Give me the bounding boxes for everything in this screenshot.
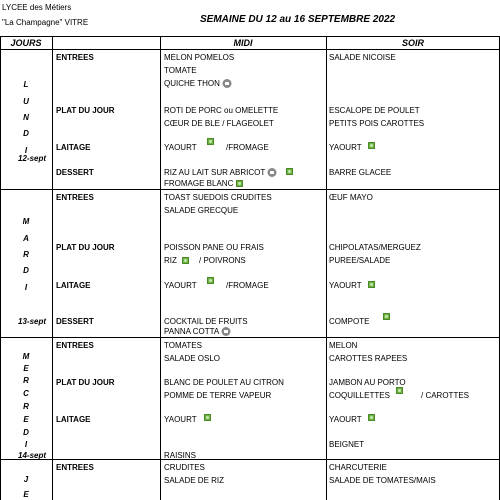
menu-item: RIZ [164,256,177,265]
column-header-soir: SOIR [401,38,424,48]
column-header-midi: MIDI [233,38,253,48]
day-letter: E [23,364,29,373]
organic-leaf-icon [368,414,375,421]
menu-item: YAOURT [329,143,362,152]
menu-item: YAOURT [329,415,362,424]
category-label: PLAT DU JOUR [56,106,115,115]
day-letter: D [23,428,29,437]
chef-hat-icon [267,168,277,177]
category-label: ENTREES [56,463,94,472]
day-letter: R [23,402,29,411]
page-title: SEMAINE DU 12 au 16 SEPTEMBRE 2022 [200,14,396,25]
organic-leaf-icon [207,138,214,145]
organic-leaf-icon [204,414,211,421]
menu-item: PANNA COTTA [164,327,231,337]
category-label: DESSERT [56,317,94,326]
menu-item: SALADE DE TOMATES/MAIS [329,476,436,485]
day-letter: E [23,490,29,499]
organic-leaf-icon [182,257,189,264]
menu-item: CHIPOLATAS/MERGUEZ [329,243,421,252]
menu-item: POISSON PANE OU FRAIS [164,243,264,252]
category-label: LAITAGE [56,143,91,152]
menu-item: TOMATES [164,341,202,350]
menu-item: TOMATE [164,66,197,75]
day-letter: A [23,234,29,243]
menu-item: CRUDITES [164,463,205,472]
menu-item: BLANC DE POULET AU CITRON [164,378,284,387]
menu-item: QUICHE THON [164,79,232,89]
chef-hat-icon [221,327,231,336]
category-label: LAITAGE [56,415,91,424]
organic-leaf-icon [368,281,375,288]
menu-item: YAOURT [164,143,197,152]
menu-item: YAOURT [164,415,197,424]
menu-item: ESCALOPE DE POULET [329,106,420,115]
menu-item: COCKTAIL DE FRUITS [164,317,248,326]
menu-item: CHARCUTERIE [329,463,387,472]
menu-item: JAMBON AU PORTO [329,378,406,387]
day-letter: M [22,217,30,226]
menu-item: SALADE OSLO [164,354,221,363]
column-divider [160,36,161,500]
day-separator [0,189,500,190]
day-date: 13-sept [18,317,47,326]
menu-item: SALADE GRECQUE [164,206,239,215]
category-label: DESSERT [56,168,94,177]
menu-item: BARRE GLACEE [329,168,392,177]
menu-item: / POIVRONS [199,256,246,265]
day-letter: I [24,440,28,449]
menu-item: YAOURT [329,281,362,290]
day-letter: M [22,352,30,361]
menu-item: COQUILLETTES [329,391,390,400]
menu-item: CAROTTES RAPEES [329,354,408,363]
category-label: ENTREES [56,193,94,202]
day-separator [0,459,500,460]
menu-item: RIZ AU LAIT SUR ABRICOT [164,168,277,178]
menu-item: MELON POMELOS [164,53,235,62]
day-letter: I [24,283,28,292]
day-letter: D [23,266,29,275]
category-label: ENTREES [56,341,94,350]
organic-leaf-icon [236,180,243,187]
column-divider [326,36,327,500]
day-letter: J [23,475,29,484]
organic-leaf-icon [286,168,293,175]
category-label: ENTREES [56,53,94,62]
day-letter: R [23,376,29,385]
organic-leaf-icon [383,313,390,320]
menu-item: COMPOTE [329,317,370,326]
menu-item: SALADE NICOISE [329,53,396,62]
menu-item: PUREE/SALADE [329,256,391,265]
day-letter: N [23,113,29,122]
day-separator [0,337,500,338]
day-letter: D [23,129,29,138]
chef-hat-icon [222,79,232,88]
header-bottom-border [0,49,500,50]
column-header-jours: JOURS [10,38,42,48]
menu-item: TOAST SUEDOIS CRUDITES [164,193,272,202]
menu-item: /FROMAGE [226,281,269,290]
menu-item: SALADE DE RIZ [164,476,225,485]
day-letter: U [23,97,29,106]
menu-item: YAOURT [164,281,197,290]
column-divider [52,36,53,500]
menu-item: BEIGNET [329,440,365,449]
table-top-border [0,36,500,37]
day-date: 14-sept [18,451,47,460]
menu-item: ROTI DE PORC ou OMELETTE [164,106,279,115]
menu-item: RAISINS [164,451,197,460]
menu-item: POMME DE TERRE VAPEUR [164,391,272,400]
day-letter: L [23,80,29,89]
organic-leaf-icon [368,142,375,149]
school-name: LYCEE des Métiers [2,3,72,12]
menu-item: / CAROTTES [421,391,470,400]
organic-leaf-icon [207,277,214,284]
menu-item: ŒUF MAYO [329,193,373,202]
menu-item: MELON [329,341,358,350]
day-letter: I [24,146,28,155]
organic-leaf-icon [396,387,403,394]
menu-item: FROMAGE BLANC [164,179,243,189]
menu-item: CŒUR DE BLE / FLAGEOLET [164,119,274,128]
school-subtitle: "La Champagne" VITRE [2,18,89,27]
category-label: PLAT DU JOUR [56,243,115,252]
day-date: 12-sept [18,154,47,163]
category-label: LAITAGE [56,281,91,290]
day-letter: C [23,389,29,398]
day-letter: R [23,250,29,259]
category-label: PLAT DU JOUR [56,378,115,387]
menu-item: /FROMAGE [226,143,269,152]
menu-item: PETITS POIS CAROTTES [329,119,425,128]
table-left-border [0,36,1,500]
day-letter: E [23,415,29,424]
